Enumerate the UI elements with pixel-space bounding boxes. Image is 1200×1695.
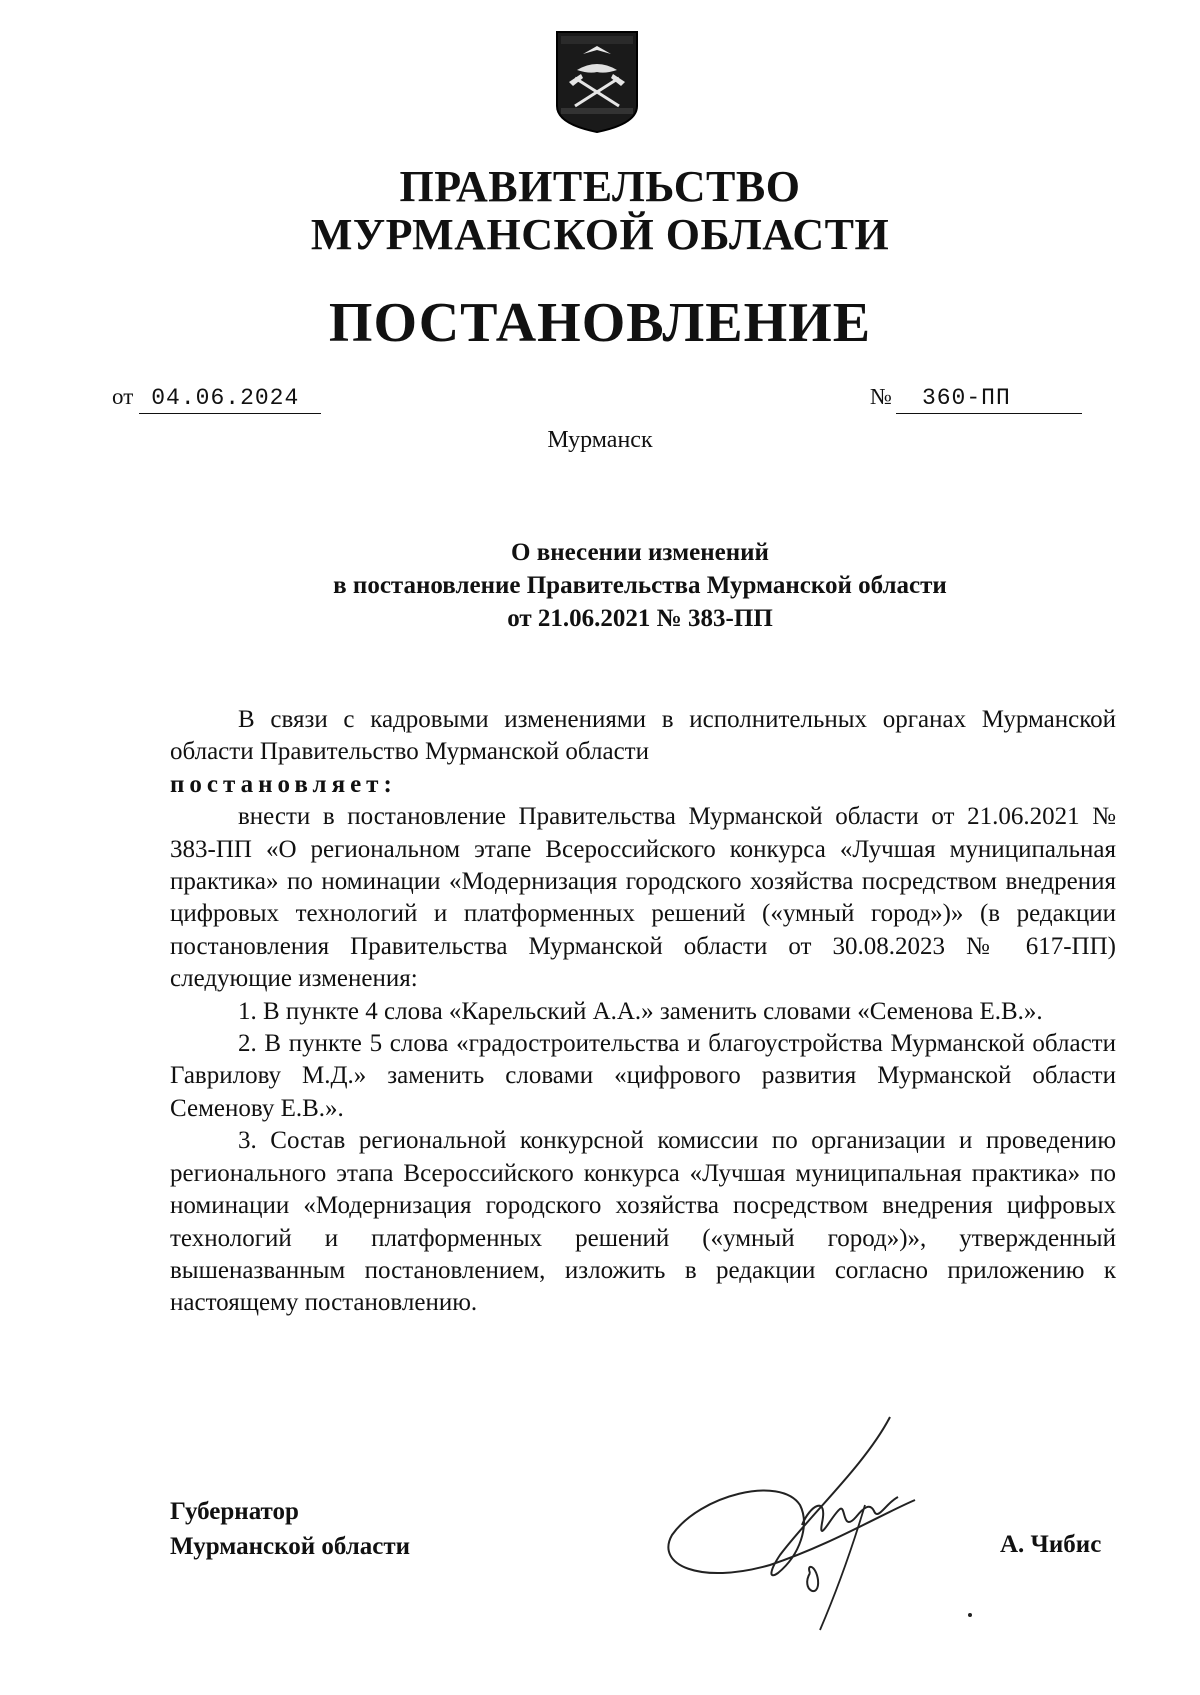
document-subject [200,536,1080,635]
date-prefix: от [112,384,134,409]
preamble-paragraph [170,704,1116,769]
number-value: 360-ПП [896,383,1082,414]
subject-line2: в постановление Правительства Мурманской области [333,572,947,599]
signer-title [170,1494,410,1564]
item-2-paragraph: 2. В пункте 5 слова «градостроительства и благоустройства Мурманской области Гаврилову М.Д.» заменить словами «цифрового развития Мурманской области Семенову Е.В.». [170,1030,1116,1122]
signer-name: А. Чибис [1000,1531,1102,1558]
resolves-paragraph [170,769,1116,801]
intro-paragraph: внести в постановление Правительства Мурманской области от 21.06.2021 № 383-ПП «О региональном этапе Всероссийского конкурса «Лучшая муниципальная практика» по номинации «Модернизация городского хозяйства посредством внедрения цифровых технологий и платформенных решений («умный город»)» (в редакции постановления Правительства Мурманской области от 30.08.2023 № 617-ПП) следующие изменения: [170,803,1116,993]
number-prefix: № [870,384,892,409]
preamble-text: В связи с кадровыми изменениями в исполнительных органах Мурманской области Правительство Мурманской области [170,706,1116,766]
murmansk-coat-of-arms-icon [553,28,641,134]
item-1-paragraph: 1. В пункте 4 слова «Карельский А.А.» заменить словами «Семенова Е.В.». [238,997,1043,1025]
number-field [870,382,1082,414]
date-value: 04.06.2024 [139,383,321,414]
document-body [170,704,1116,1320]
date-field [112,382,321,414]
item-3-paragraph: 3. Состав региональной конкурсной комиссии по организации и проведению регионального этапа Всероссийского конкурса «Лучшая муниципальная практика» по номинации «Модернизация городского хозяйства посредством внедрения цифровых технологий и платформенных решений («умный город»)», утвержденный вышеназванным постановлением, изложить в редакции согласно приложению к настоящему постановлению. [170,1127,1116,1317]
handwritten-signature-icon [660,1405,1000,1635]
signer-title-line1: Губернатор [170,1498,299,1525]
government-title-line2: МУРМАНСКОЙ ОБЛАСТИ [310,210,890,259]
signer-title-line2: Мурманской области [170,1533,411,1560]
government-title-line1: ПРАВИТЕЛЬСТВО [399,162,801,211]
city-name: Мурманск [547,427,653,453]
document-type-title: ПОСТАНОВЛЕНИЕ [328,292,872,354]
subject-line1: О внесении изменений [511,539,769,566]
subject-line3: от 21.06.2021 № 383-ПП [507,605,773,632]
resolves-word: постановляет: [170,770,397,798]
